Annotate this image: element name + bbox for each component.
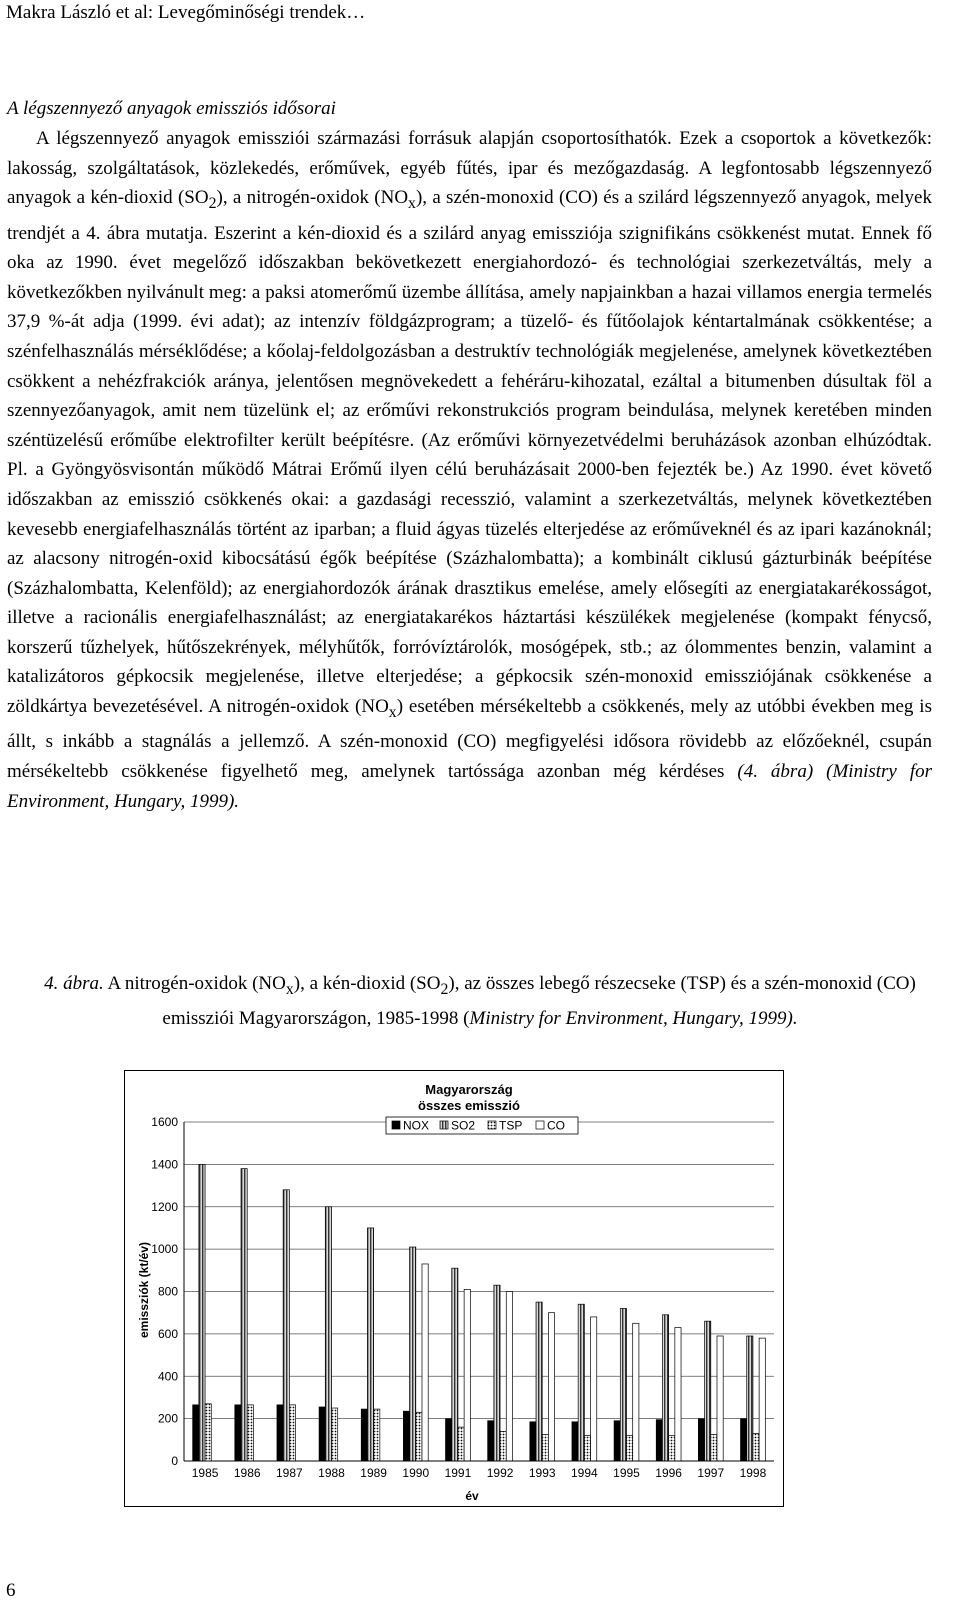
caption-citation: Ministry for Environment, Hungary, 1999). (469, 1007, 798, 1029)
bar-tsp (500, 1431, 506, 1461)
body-paragraph (7, 124, 932, 816)
bar-tsp (542, 1435, 548, 1461)
paragraph-subscript-1: 2 (208, 194, 217, 212)
x-tick-label: 1989 (360, 1466, 387, 1480)
bar-so2 (620, 1308, 626, 1461)
y-tick-label: 1400 (151, 1157, 178, 1172)
bar-so2 (578, 1304, 584, 1461)
x-tick-label: 1996 (655, 1466, 682, 1480)
bar-nox (656, 1420, 662, 1461)
y-tick-label: 0 (171, 1454, 178, 1468)
legend-swatch-co (536, 1121, 544, 1129)
legend-swatch-nox (392, 1121, 400, 1129)
bar-co (759, 1338, 765, 1461)
legend-label-co: CO (547, 1118, 565, 1133)
bar-so2 (325, 1207, 331, 1461)
caption-text-2: ), a kén-dioxid (SO (293, 973, 441, 994)
bar-nox (698, 1419, 704, 1461)
bar-nox (572, 1422, 578, 1461)
x-tick-label: 1995 (613, 1466, 640, 1480)
bar-so2 (662, 1315, 668, 1461)
y-tick-label: 800 (157, 1284, 178, 1299)
y-tick-label: 1600 (151, 1115, 178, 1129)
caption-subscript-1: x (285, 980, 294, 998)
bar-nox (193, 1405, 199, 1461)
bar-so2 (410, 1247, 416, 1461)
bar-so2 (536, 1302, 542, 1461)
x-tick-label: 1991 (444, 1466, 472, 1480)
x-tick-label: 1986 (233, 1466, 261, 1480)
page-number: 6 (6, 1580, 16, 1601)
bar-nox (361, 1409, 367, 1461)
x-tick-label: 1997 (697, 1466, 725, 1480)
y-tick-label: 200 (157, 1411, 178, 1426)
paragraph-text-2: ), a nitrogén-oxidok (NO (216, 187, 409, 209)
section-title: A légszennyező anyagok emissziós idősorai (7, 98, 336, 119)
bar-so2 (367, 1228, 373, 1461)
bar-tsp (247, 1405, 253, 1461)
x-tick-label: 1985 (191, 1466, 219, 1480)
caption-text-3: ), az összes lebegő részecseke (TSP) és a szén-monoxid (CO) emissziói Magyarországon, 1985-1998 ( (162, 973, 916, 1029)
bar-tsp (584, 1436, 590, 1461)
chart-title-line1: Magyarország (425, 1082, 513, 1097)
figure-caption (40, 969, 920, 1033)
emissions-chart (124, 1070, 784, 1507)
bar-so2 (283, 1190, 289, 1461)
y-tick-label: 600 (157, 1326, 178, 1341)
bar-co (675, 1328, 681, 1461)
bar-so2 (747, 1336, 753, 1461)
bar-nox (446, 1419, 452, 1461)
bar-so2 (494, 1285, 500, 1461)
bar-nox (319, 1407, 325, 1461)
x-axis-label: év (465, 1489, 479, 1503)
legend-swatch-so2 (440, 1121, 448, 1129)
x-tick-label: 1988 (318, 1466, 345, 1480)
bar-so2 (241, 1169, 247, 1461)
bar-tsp (753, 1433, 759, 1461)
bar-so2 (199, 1164, 205, 1461)
bar-nox (614, 1421, 620, 1461)
page-header: Makra László et al: Levegőminőségi trendek… (6, 2, 366, 23)
bar-nox (741, 1419, 747, 1461)
chart-title-line2: összes emisszió (418, 1098, 520, 1113)
x-tick-label: 1998 (739, 1466, 767, 1480)
bar-co (422, 1264, 428, 1461)
bar-nox (403, 1411, 409, 1461)
bar-co (506, 1292, 512, 1462)
bar-tsp (332, 1408, 338, 1461)
bar-tsp (627, 1436, 633, 1461)
bar-co (548, 1313, 554, 1461)
paragraph-text-4: ) esetében mérsékeltebb a csökkenés, mely az utóbbi években meg is állt, s inkább a stagnálás a jellemző. A szén-monoxid (CO) megfigyelési idősora rövidebb az előzőeknél, csupán mérsékeltebb csökkenése figyelhető meg, amelynek tartóssága azonban még kérdéses (7, 696, 932, 783)
bar-tsp (669, 1436, 675, 1461)
bar-so2 (705, 1321, 711, 1461)
y-tick-label: 1000 (151, 1242, 178, 1257)
bar-co (717, 1336, 723, 1461)
bar-tsp (711, 1435, 717, 1461)
legend-label-so2: SO2 (451, 1118, 476, 1133)
bar-nox (235, 1405, 241, 1461)
paragraph-subscript-2: x (408, 194, 416, 212)
legend-label-tsp: TSP (499, 1118, 523, 1133)
bar-nox (488, 1421, 494, 1461)
legend-label-nox: NOX (403, 1118, 430, 1133)
x-tick-label: 1992 (486, 1466, 514, 1480)
bar-co (633, 1323, 639, 1461)
y-axis-label: emissziók (kt/év) (137, 1241, 151, 1339)
caption-text-1: A nitrogén-oxidok (NO (103, 973, 286, 994)
paragraph-text-1: A légszennyező anyagok emissziói származási forrásuk alapján csoportosíthatók. Ezek a csoportok a következők: lakosság, szolgáltatások, közlekedés, erőművek, egyéb fűtés, ipar és mezőgazdaság. A legfontosabb légszennyező anyagok a kén-dioxid (SO (7, 128, 932, 209)
y-tick-label: 1200 (151, 1199, 178, 1214)
chart-svg (124, 1070, 784, 1507)
bar-co (591, 1317, 597, 1461)
bar-tsp (205, 1404, 211, 1461)
x-tick-label: 1987 (276, 1466, 303, 1480)
caption-subscript-2: 2 (440, 980, 449, 998)
legend-swatch-tsp (488, 1121, 496, 1129)
bar-co (464, 1289, 470, 1461)
bar-so2 (452, 1268, 458, 1461)
bar-tsp (416, 1412, 422, 1461)
x-tick-label: 1993 (528, 1466, 556, 1480)
caption-label: 4. ábra. (44, 973, 104, 994)
y-tick-label: 400 (157, 1369, 178, 1384)
bar-nox (530, 1422, 536, 1461)
bar-tsp (289, 1405, 295, 1461)
bar-tsp (374, 1409, 380, 1461)
x-tick-label: 1990 (402, 1466, 430, 1480)
paragraph-text-3: ), a szén-monoxid (CO) és a szilárd légszennyező anyagok, melyek trendjét a 4. ábra mutatja. Eszerint a kén-dioxid és a szilárd anyag emissziója szignifikáns csökkenést mutat. Ennek fő oka az 1990. évet megelőző időszakban bekövetkezett energiahordozó- és technológiai szerkezetváltás, mely a következőkben nyilvánult meg: a paksi atomerőmű üzembe állítása, amely napjainkban a hazai villamos energia termelés 37,9 %-át adja (1999. évi adat); az intenzív földgázprogram; a tüzelő- és fűtőolajok kéntartalmának csökkentése; a szénfelhasználás mérséklődése; a kőolaj-feldolgozásban a destruktív technológiák megjelenése, amelynek következtében csökkent a nehézfrakciók aránya, jelentősen megnövekedett a fehéráru-kihozatal, ezáltal a bitumenben dúsultak föl a szennyezőanyagok, amit nem tüzelünk el; az erőművi rekonstrukciós program beindulása, melynek keretében minden széntüzelésű erőműbe elektrofilter került beépítésre. (Az erőművi környezetvédelmi beruházások azonban elhúzódtak. Pl. a Gyöngyösvisontán működő Mátrai Erőmű ilyen célú beruházásait 2000-ben fejezték be.) Az 1990. évet követő időszakban az emisszió csökkenés okai: a gazdasági recesszió, valamint a szerkezetváltás, melynek következtében kevesebb energiafelhasználás történt az iparban; a fluid ágyas tüzelés elterjedése az erőműveknél és az ipari kazánoknál; az alacsony nitrogén-oxid kibocsátású égők beépítése (Százhalombatta); a kombinált ciklusú gázturbinák beépítése (Százhalombatta, Kelenföld); az energiahordozók árának drasztikus emelése, amely elősegíti az energiatakarékosságot, illetve a racionális energiafelhasználást; az energiatakarékos háztartási készülékek megjelenése (kompakt fénycső, korszerű tűzhelyek, hűtőszekrények, mélyhűtők, forróvíztárolók, mosógépek, stb.; az ólommentes benzin, valamint a katalizátoros gépkocsik megjelenése, illetve elterjedése; a gépkocsik szén-monoxid emissziójának csökkenése a zöldkártya bevezetésével. A nitrogén-oxidok (NO (7, 187, 932, 718)
paragraph-subscript-3: x (388, 703, 397, 721)
bar-nox (277, 1405, 283, 1461)
paragraph-citation: (4. ábra) (Ministry for Environment, Hungary, 1999). (7, 761, 932, 812)
x-tick-label: 1994 (571, 1466, 598, 1480)
bar-tsp (458, 1427, 464, 1461)
